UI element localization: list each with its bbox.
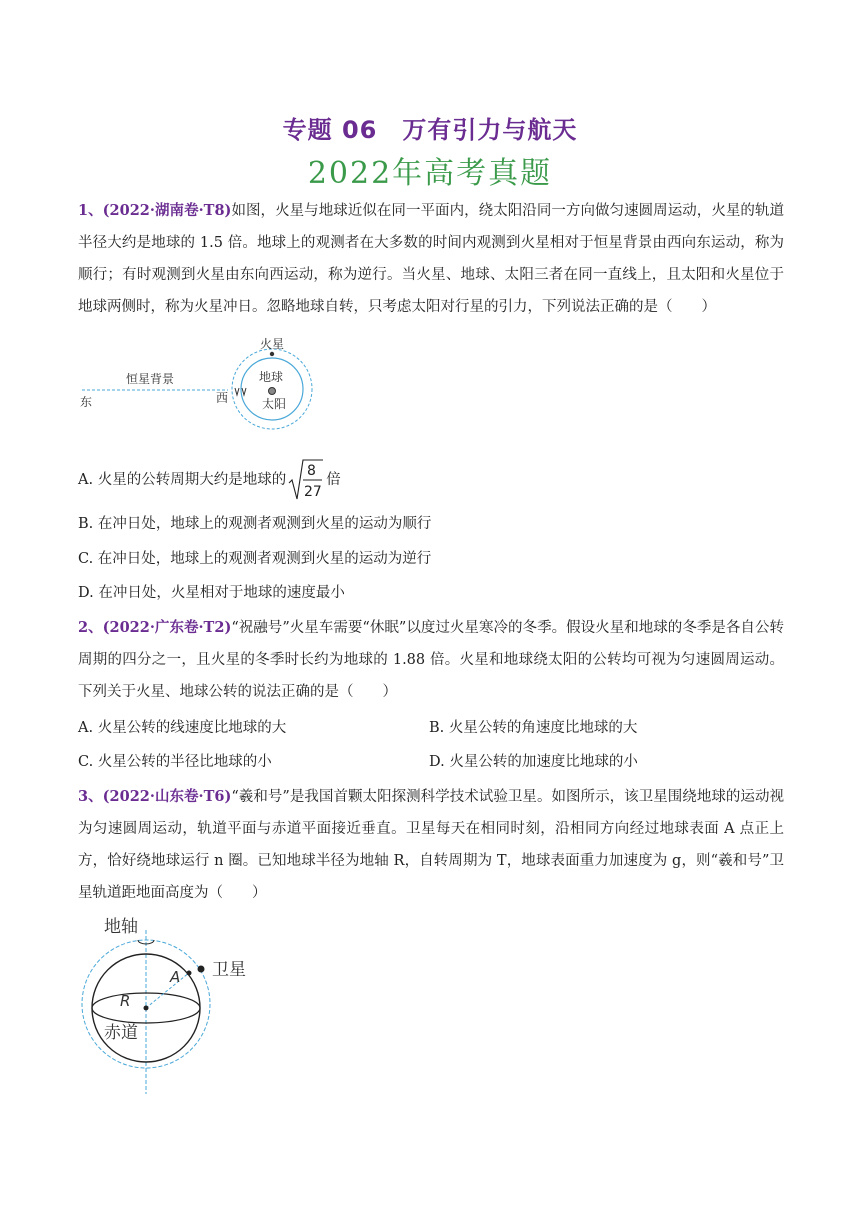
label-background: 恒星背景 xyxy=(126,372,175,386)
question-3 xyxy=(78,781,784,909)
label-equator: 赤道 xyxy=(104,1023,138,1043)
label-earth: 地球 xyxy=(259,370,284,384)
label-sun: 太阳 xyxy=(262,397,287,411)
label-axis: 地轴 xyxy=(104,917,138,937)
q2-option-b: B. 火星公转的角速度比地球的大 xyxy=(429,720,638,736)
question-2-text: “祝融号”火星车需要“休眠”以度过火星寒冷的冬季。假设火星和地球的冬季是各自公转周期的四分之一，且火星的冬季时长约为地球的 1.88 倍。火星和地球绕太阳的公转均可视为匀速圆周运动。下列关于火星、地球公转的说法正确的是（ ） xyxy=(78,620,784,700)
radius-line xyxy=(146,972,190,1008)
center-dot xyxy=(144,1006,149,1011)
q2-option-c: C. 火星公转的半径比地球的小 xyxy=(78,754,272,770)
question-3-text: “羲和号”是我国首颗太阳探测科学技术试验卫星。如图所示，该卫星围绕地球的运动视为匀速圆周运动，轨道平面与赤道平面接近垂直。卫星每天在相同时刻，沿相同方向经过地球表面 A 点正上方，恰好绕地球运行 n 圈。已知地球半径为地轴 R，自转周期为 T，地球表面重力加速度为 g，则“羲和号”卫星轨道距地面高度为（ ） xyxy=(78,789,784,901)
label-east: 东 xyxy=(80,395,93,409)
arrow-icon xyxy=(235,388,239,395)
question-2 xyxy=(78,612,784,708)
sqrt-fraction xyxy=(288,458,324,502)
sun-dot xyxy=(269,388,276,395)
q1-option-b: B. 在冲日处，地球上的观测者观测到火星的运动为顺行 xyxy=(78,516,432,532)
arrow-icon xyxy=(242,388,246,395)
label-radius: R xyxy=(120,992,131,1010)
q1-option-a-text: A. 火星的公转周期大约是地球的 xyxy=(78,472,287,488)
point-a-dot xyxy=(187,971,192,976)
satellite-dot xyxy=(198,966,205,973)
q1-option-d: D. 在冲日处，火星相对于地球的速度最小 xyxy=(78,585,345,601)
q2-option-d: D. 火星公转的加速度比地球的小 xyxy=(429,754,638,770)
label-point-a: A xyxy=(170,968,181,986)
label-satellite: 卫星 xyxy=(212,960,246,980)
figure-satellite-orbit xyxy=(78,912,268,1098)
question-2-number: 2、(2022·广东卷·T2) xyxy=(78,619,232,636)
q1-option-a xyxy=(78,458,341,502)
label-mars: 火星 xyxy=(260,337,285,351)
question-3-number: 3、(2022·山东卷·T6) xyxy=(78,788,232,805)
q1-option-a-suffix: 倍 xyxy=(326,472,341,488)
fraction-numerator: 8 xyxy=(307,463,317,479)
page-title: 专题 06 万有引力与航天 xyxy=(282,116,578,144)
figure-mars-opposition xyxy=(78,334,338,434)
q1-option-c: C. 在冲日处，地球上的观测者观测到火星的运动为逆行 xyxy=(78,551,432,567)
mars-dot xyxy=(270,352,274,356)
question-1 xyxy=(78,195,784,323)
question-1-number: 1、(2022·湖南卷·T8) xyxy=(78,202,232,219)
label-west: 西 xyxy=(216,391,229,405)
fraction-denominator: 27 xyxy=(304,484,323,500)
question-1-text: 如图，火星与地球近似在同一平面内，绕太阳沿同一方向做匀速圆周运动，火星的轨道半径大约是地球的 1.5 倍。地球上的观测者在大多数的时间内观测到火星相对于恒星背景由西向东运动，称为顺行；有时观测到火星由东向西运动，称为逆行。当火星、地球、太阳三者在同一直线上，且太阳和火星位于地球两侧时，称为火星冲日。忽略地球自转，只考虑太阳对行星的引力，下列说法正确的是（ ） xyxy=(78,203,784,315)
page-subtitle: 2022年高考真题 xyxy=(307,156,553,191)
q2-option-a: A. 火星公转的线速度比地球的大 xyxy=(78,720,287,736)
